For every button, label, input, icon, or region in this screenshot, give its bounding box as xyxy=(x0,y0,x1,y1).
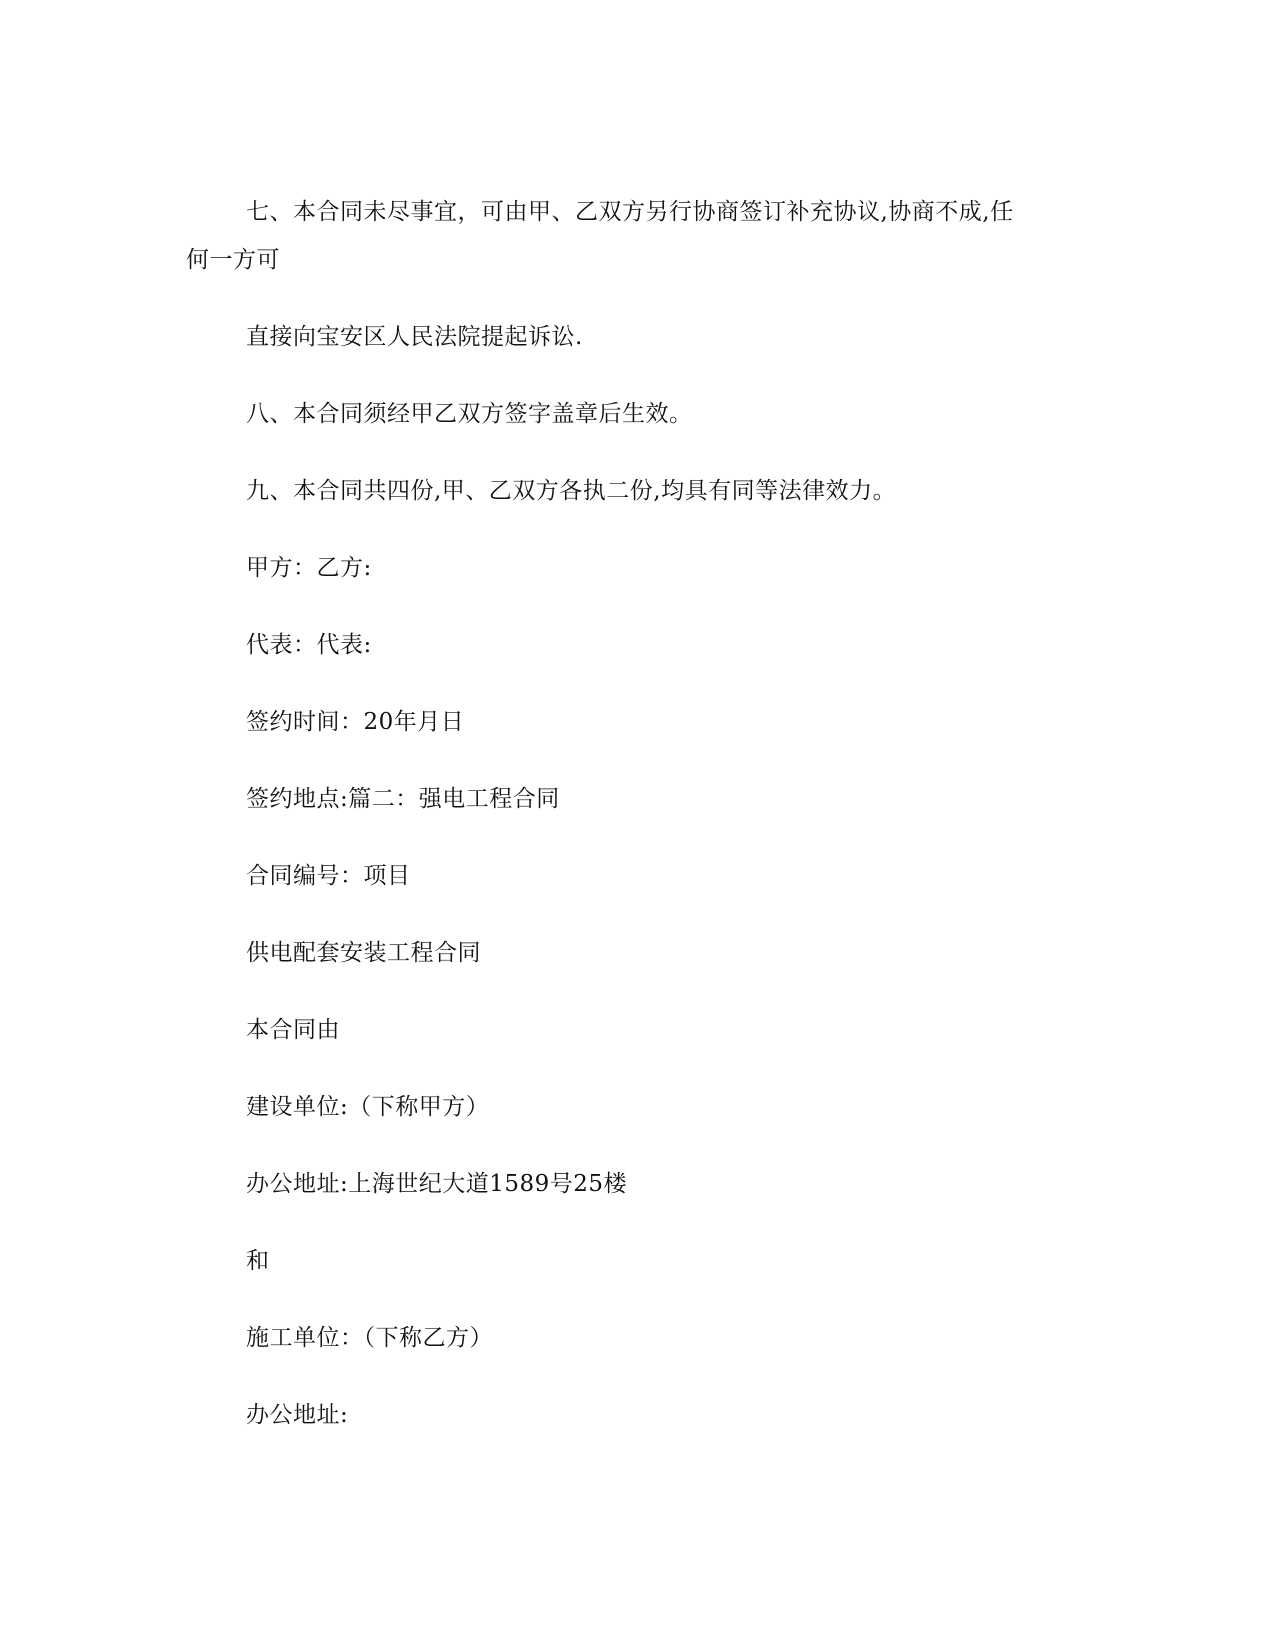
clause-8: 八、本合同须经甲乙双方签字盖章后生效。 xyxy=(246,401,693,427)
clause-7-line-2: 何一方可 xyxy=(186,247,280,273)
representative-labels: 代表：代表: xyxy=(246,632,372,658)
contract-number: 合同编号：项目 xyxy=(246,863,411,889)
contract-intro: 本合同由 xyxy=(246,1017,340,1043)
party-labels: 甲方：乙方: xyxy=(246,555,372,581)
clause-7-line-1: 七、本合同未尽事宜，可由甲、乙双方另行协商签订补充协议,协商不成,任 xyxy=(246,199,1014,225)
party-b-address: 办公地址: xyxy=(246,1402,349,1428)
party-a-unit: 建设单位:（下称甲方） xyxy=(246,1094,490,1120)
contract-title: 供电配套安装工程合同 xyxy=(246,940,481,966)
party-a-address: 办公地址:上海世纪大道1589号25楼 xyxy=(246,1171,628,1197)
party-b-unit: 施工单位：（下称乙方） xyxy=(246,1325,493,1351)
conjunction: 和 xyxy=(246,1248,270,1274)
signing-place: 签约地点:篇二：强电工程合同 xyxy=(246,786,560,812)
clause-7-line-3: 直接向宝安区人民法院提起诉讼. xyxy=(246,324,583,350)
clause-9: 九、本合同共四份,甲、乙双方各执二份,均具有同等法律效力。 xyxy=(246,478,897,504)
signing-date: 签约时间：20年月日 xyxy=(246,709,465,735)
